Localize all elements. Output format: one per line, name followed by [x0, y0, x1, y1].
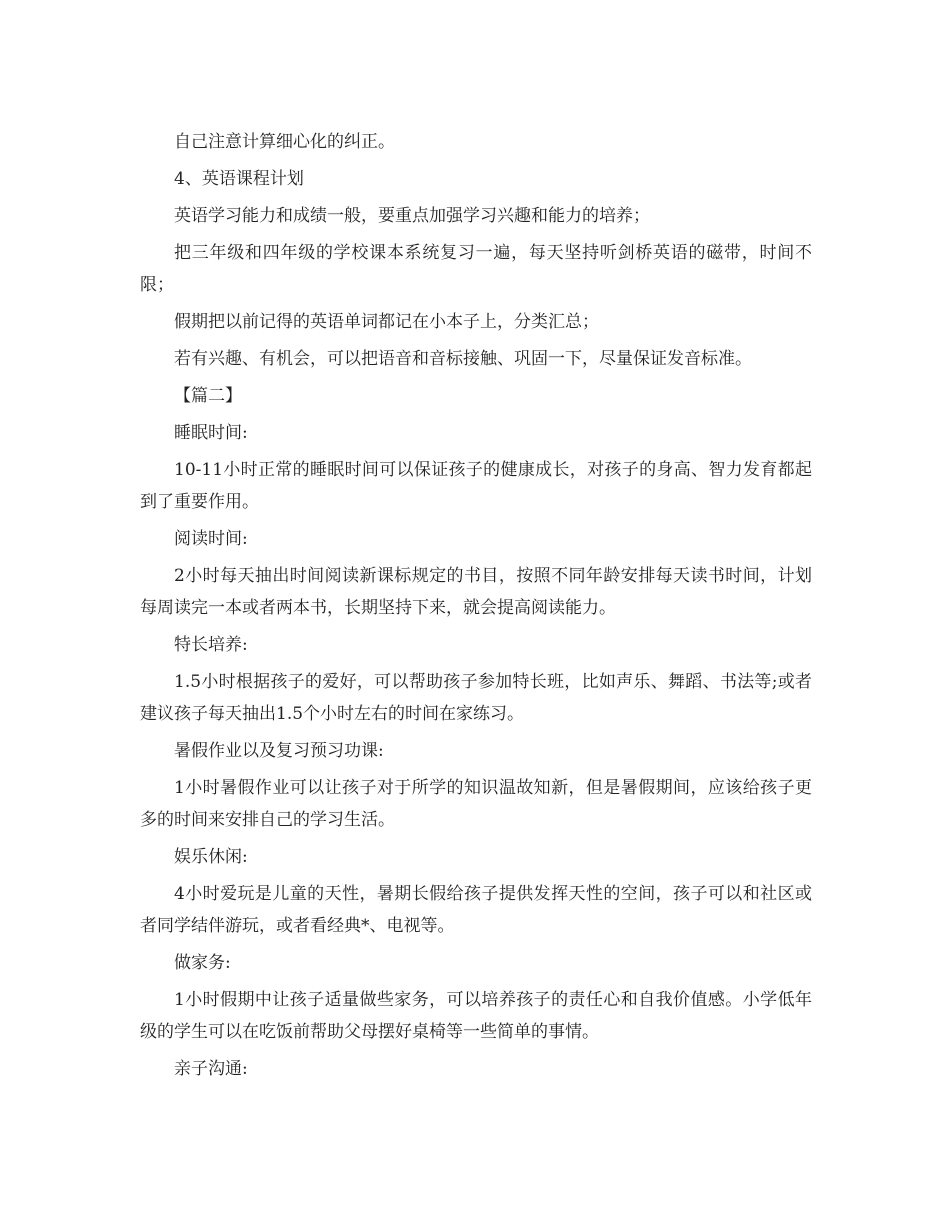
paragraph: 2小时每天抽出时间阅读新课标规定的书目，按照不同年龄安排每天读书时间，计划每周读完一本或者两本书，长期坚持下来，就会提高阅读能力。: [140, 566, 812, 618]
paragraph: 若有兴趣、有机会，可以把语音和音标接触、巩固一下，尽量保证发音标准。: [174, 349, 752, 369]
paragraph: 4小时爱玩是儿童的天性，暑期长假给孩子提供发挥天性的空间，孩子可以和社区或者同学结伴游玩，或者看经典*、电视等。: [140, 884, 812, 936]
subheading-leisure: 娱乐休闲:: [174, 847, 248, 867]
section-heading-english-plan: 4、英语课程计划: [174, 169, 304, 189]
paragraph: 英语学习能力和成绩一般，要重点加强学习兴趣和能力的培养；: [174, 206, 650, 226]
paragraph: 1小时暑假作业可以让孩子对于所学的知识温故知新，但是暑假期间，应该给孩子更多的时间来安排自己的学习生活。: [140, 778, 812, 830]
section-heading-part-two: 【篇二】: [174, 386, 242, 406]
paragraph: 10-11小时正常的睡眠时间可以保证孩子的健康成长，对孩子的身高、智力发育都起到了重要作用。: [140, 460, 812, 512]
subheading-homework: 暑假作业以及复习预习功课:: [174, 741, 384, 761]
subheading-talent-training: 特长培养:: [174, 635, 248, 655]
document-body: [140, 126, 812, 1090]
paragraph: 自己注意计算细心化的纠正。: [174, 132, 395, 152]
paragraph: 1小时假期中让孩子适量做些家务，可以培养孩子的责任心和自我价值感。小学低年级的学生可以在吃饭前帮助父母摆好桌椅等一些简单的事情。: [140, 990, 812, 1042]
paragraph: 1.5小时根据孩子的爱好，可以帮助孩子参加特长班，比如声乐、舞蹈、书法等;或者建议孩子每天抽出1.5个小时左右的时间在家练习。: [140, 672, 812, 724]
subheading-reading-time: 阅读时间:: [174, 529, 248, 549]
paragraph: 假期把以前记得的英语单词都记在小本子上，分类汇总；: [174, 312, 599, 332]
paragraph: 把三年级和四年级的学校课本系统复习一遍，每天坚持听剑桥英语的磁带，时间不限；: [140, 243, 812, 295]
subheading-sleep-time: 睡眠时间:: [174, 423, 248, 443]
subheading-parent-child-communication: 亲子沟通:: [174, 1059, 248, 1079]
subheading-housework: 做家务:: [174, 953, 231, 973]
